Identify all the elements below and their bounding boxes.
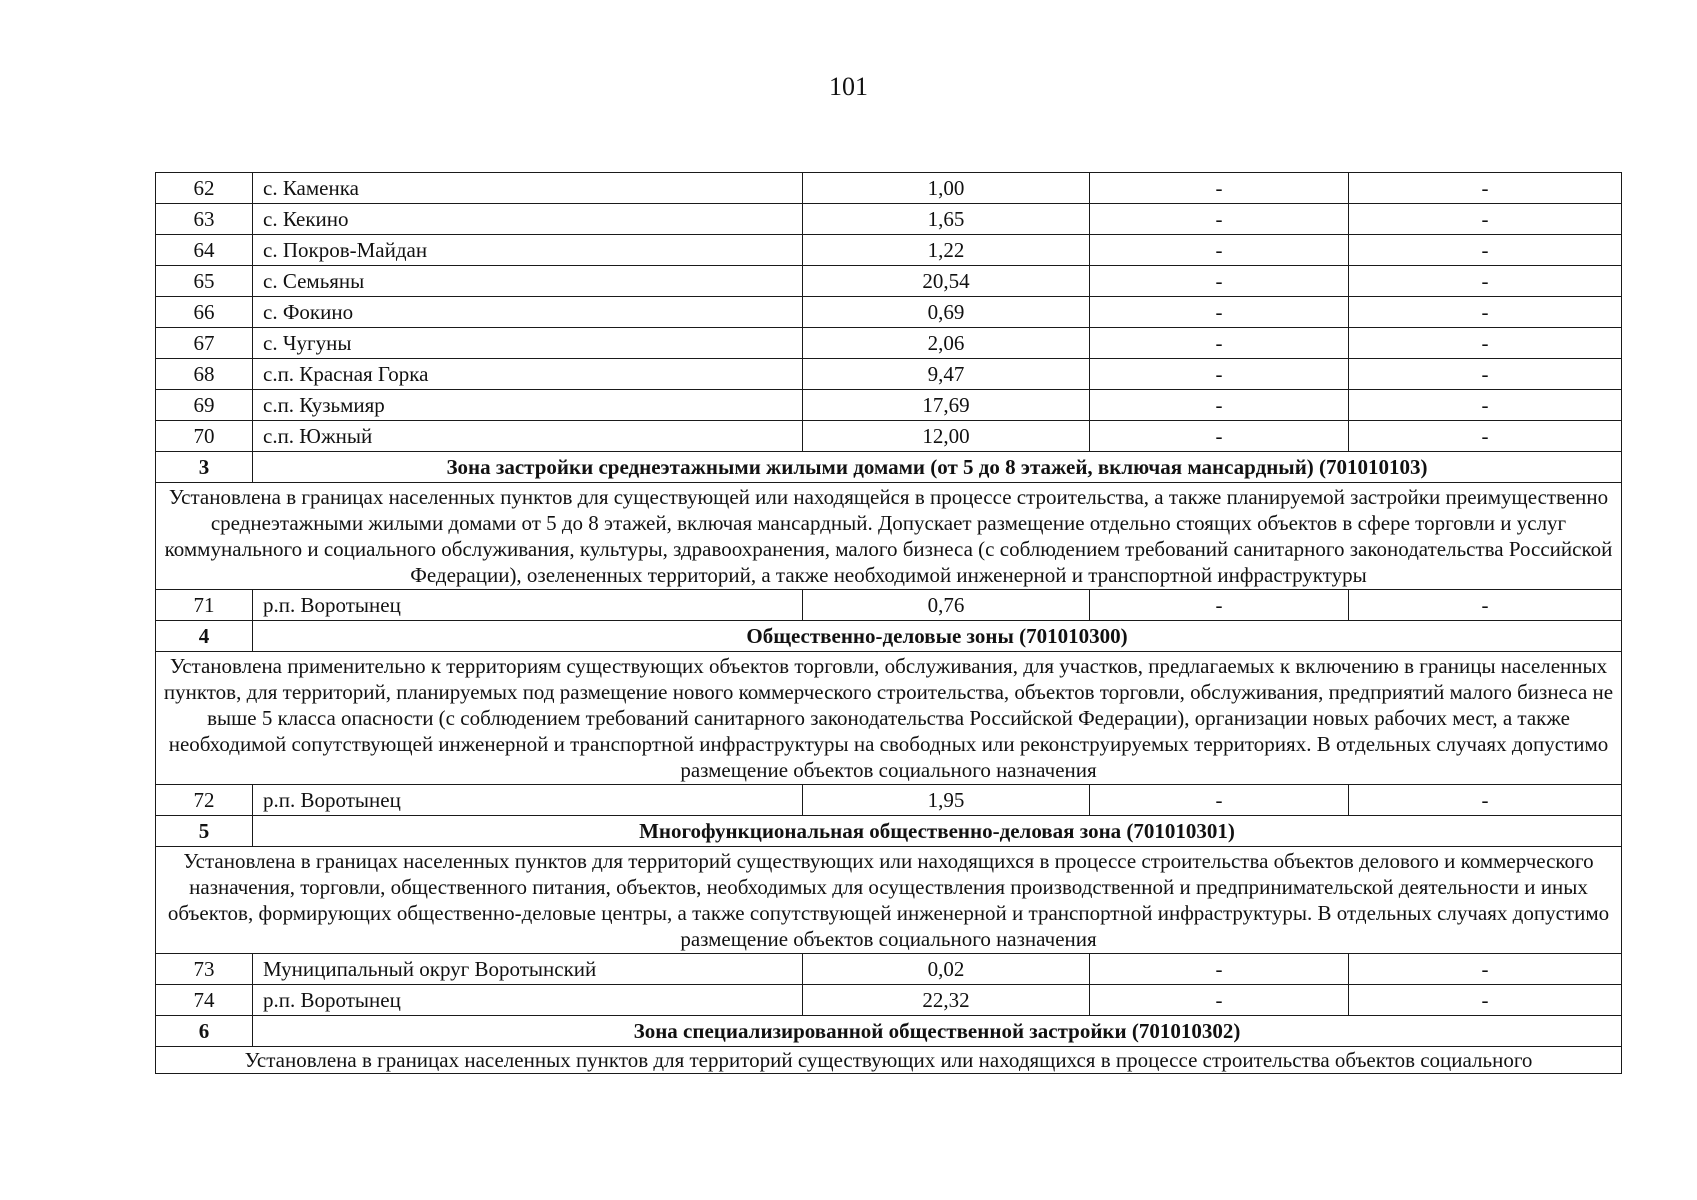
section-number: 6 — [156, 1016, 253, 1047]
column-4-value: - — [1090, 235, 1349, 266]
area-value: 2,06 — [803, 328, 1090, 359]
section-description-row — [156, 483, 1622, 590]
settlement-name: с. Чугуны — [253, 328, 803, 359]
section-description-row — [156, 847, 1622, 954]
row-number: 62 — [156, 173, 253, 204]
section-header-row — [156, 1016, 1622, 1047]
column-4-value: - — [1090, 785, 1349, 816]
column-5-value: - — [1349, 985, 1622, 1016]
section-title: Многофункциональная общественно-деловая зона (701010301) — [253, 816, 1622, 847]
table-row — [156, 954, 1622, 985]
settlement-name: с. Каменка — [253, 173, 803, 204]
table-row — [156, 235, 1622, 266]
column-5-value: - — [1349, 954, 1622, 985]
area-value: 1,00 — [803, 173, 1090, 204]
row-number: 70 — [156, 421, 253, 452]
section-description: Установлена в границах населенных пунктов для территорий существующих или находящихся в процессе строительства объектов социального — [156, 1047, 1622, 1074]
column-4-value: - — [1090, 954, 1349, 985]
column-4-value: - — [1090, 297, 1349, 328]
column-4-value: - — [1090, 173, 1349, 204]
column-5-value: - — [1349, 297, 1622, 328]
settlement-name: р.п. Воротынец — [253, 985, 803, 1016]
area-value: 1,22 — [803, 235, 1090, 266]
zones-table — [155, 172, 1622, 1074]
row-number: 69 — [156, 390, 253, 421]
area-value: 0,69 — [803, 297, 1090, 328]
row-number: 68 — [156, 359, 253, 390]
area-value: 17,69 — [803, 390, 1090, 421]
section-description-row — [156, 652, 1622, 785]
section-header-row — [156, 452, 1622, 483]
row-number: 71 — [156, 590, 253, 621]
column-4-value: - — [1090, 390, 1349, 421]
column-5-value: - — [1349, 785, 1622, 816]
column-5-value: - — [1349, 266, 1622, 297]
row-number: 73 — [156, 954, 253, 985]
area-value: 20,54 — [803, 266, 1090, 297]
column-5-value: - — [1349, 390, 1622, 421]
area-value: 1,95 — [803, 785, 1090, 816]
settlement-name: р.п. Воротынец — [253, 590, 803, 621]
area-value: 1,65 — [803, 204, 1090, 235]
column-4-value: - — [1090, 328, 1349, 359]
column-5-value: - — [1349, 204, 1622, 235]
row-number: 67 — [156, 328, 253, 359]
column-5-value: - — [1349, 421, 1622, 452]
column-5-value: - — [1349, 359, 1622, 390]
settlement-name: с. Фокино — [253, 297, 803, 328]
table-row — [156, 985, 1622, 1016]
area-value: 12,00 — [803, 421, 1090, 452]
column-5-value: - — [1349, 590, 1622, 621]
table-row — [156, 359, 1622, 390]
table-row — [156, 590, 1622, 621]
section-description: Установлена в границах населенных пунктов для территорий существующих или находящихся в процессе строительства объектов делового и коммерческого назначения, торговли, общественного питания, объектов, необходимых для осуществления производственной и предпринимательской деятельности и иных объектов, формирующих общественно-деловые центры, а также сопутствующей инженерной и транспортной инфраструктуры. В отдельных случаях допустимо размещение объектов социального назначения — [156, 847, 1622, 954]
row-number: 63 — [156, 204, 253, 235]
table-row — [156, 297, 1622, 328]
section-number: 4 — [156, 621, 253, 652]
table-row — [156, 328, 1622, 359]
settlement-name: с.п. Красная Горка — [253, 359, 803, 390]
section-number: 3 — [156, 452, 253, 483]
settlement-name: с.п. Кузьмияр — [253, 390, 803, 421]
column-4-value: - — [1090, 590, 1349, 621]
column-4-value: - — [1090, 204, 1349, 235]
table-row — [156, 390, 1622, 421]
column-4-value: - — [1090, 266, 1349, 297]
settlement-name: р.п. Воротынец — [253, 785, 803, 816]
column-5-value: - — [1349, 235, 1622, 266]
column-5-value: - — [1349, 328, 1622, 359]
section-description: Установлена применительно к территориям существующих объектов торговли, обслуживания, для участков, предлагаемых к включению в границы населенных пунктов, для территорий, планируемых под размещение нового коммерческого строительства, объектов торговли, обслуживания, предприятий малого бизнеса не выше 5 класса опасности (с соблюдением требований санитарного законодательства Российской Федерации), организации новых рабочих мест, а также необходимой сопутствующей инженерной и транспортной инфраструктуры на свободных или реконструируемых территориях. В отдельных случаях допустимо размещение объектов социального назначения — [156, 652, 1622, 785]
row-number: 72 — [156, 785, 253, 816]
settlement-name: с. Покров-Майдан — [253, 235, 803, 266]
section-header-row — [156, 816, 1622, 847]
settlement-name: с. Семьяны — [253, 266, 803, 297]
area-value: 9,47 — [803, 359, 1090, 390]
zones-table-body — [156, 173, 1622, 1074]
settlement-name: Муниципальный округ Воротынский — [253, 954, 803, 985]
settlement-name: с.п. Южный — [253, 421, 803, 452]
section-title: Общественно-деловые зоны (701010300) — [253, 621, 1622, 652]
settlement-name: с. Кекино — [253, 204, 803, 235]
table-row — [156, 266, 1622, 297]
row-number: 64 — [156, 235, 253, 266]
table-row — [156, 785, 1622, 816]
column-4-value: - — [1090, 421, 1349, 452]
row-number: 66 — [156, 297, 253, 328]
section-number: 5 — [156, 816, 253, 847]
page-number: 101 — [829, 72, 868, 101]
section-description: Установлена в границах населенных пунктов для существующей или находящейся в процессе строительства, а также планируемой застройки преимущественно среднеэтажными жилыми домами от 5 до 8 этажей, включая мансардный. Допускает размещение отдельно стоящих объектов в сфере торговли и услуг коммунального и социального обслуживания, культуры, здравоохранения, малого бизнеса (с соблюдением требований санитарного законодательства Российской Федерации), озелененных территорий, а также необходимой инженерной и транспортной инфраструктуры — [156, 483, 1622, 590]
section-header-row — [156, 621, 1622, 652]
column-5-value: - — [1349, 173, 1622, 204]
area-value: 0,02 — [803, 954, 1090, 985]
row-number: 74 — [156, 985, 253, 1016]
table-row — [156, 204, 1622, 235]
area-value: 0,76 — [803, 590, 1090, 621]
section-title: Зона специализированной общественной застройки (701010302) — [253, 1016, 1622, 1047]
column-4-value: - — [1090, 359, 1349, 390]
row-number: 65 — [156, 266, 253, 297]
table-row — [156, 421, 1622, 452]
area-value: 22,32 — [803, 985, 1090, 1016]
table-row — [156, 173, 1622, 204]
section-title: Зона застройки среднеэтажными жилыми домами (от 5 до 8 этажей, включая мансардный) (701010103) — [253, 452, 1622, 483]
section-description-row — [156, 1047, 1622, 1074]
column-4-value: - — [1090, 985, 1349, 1016]
